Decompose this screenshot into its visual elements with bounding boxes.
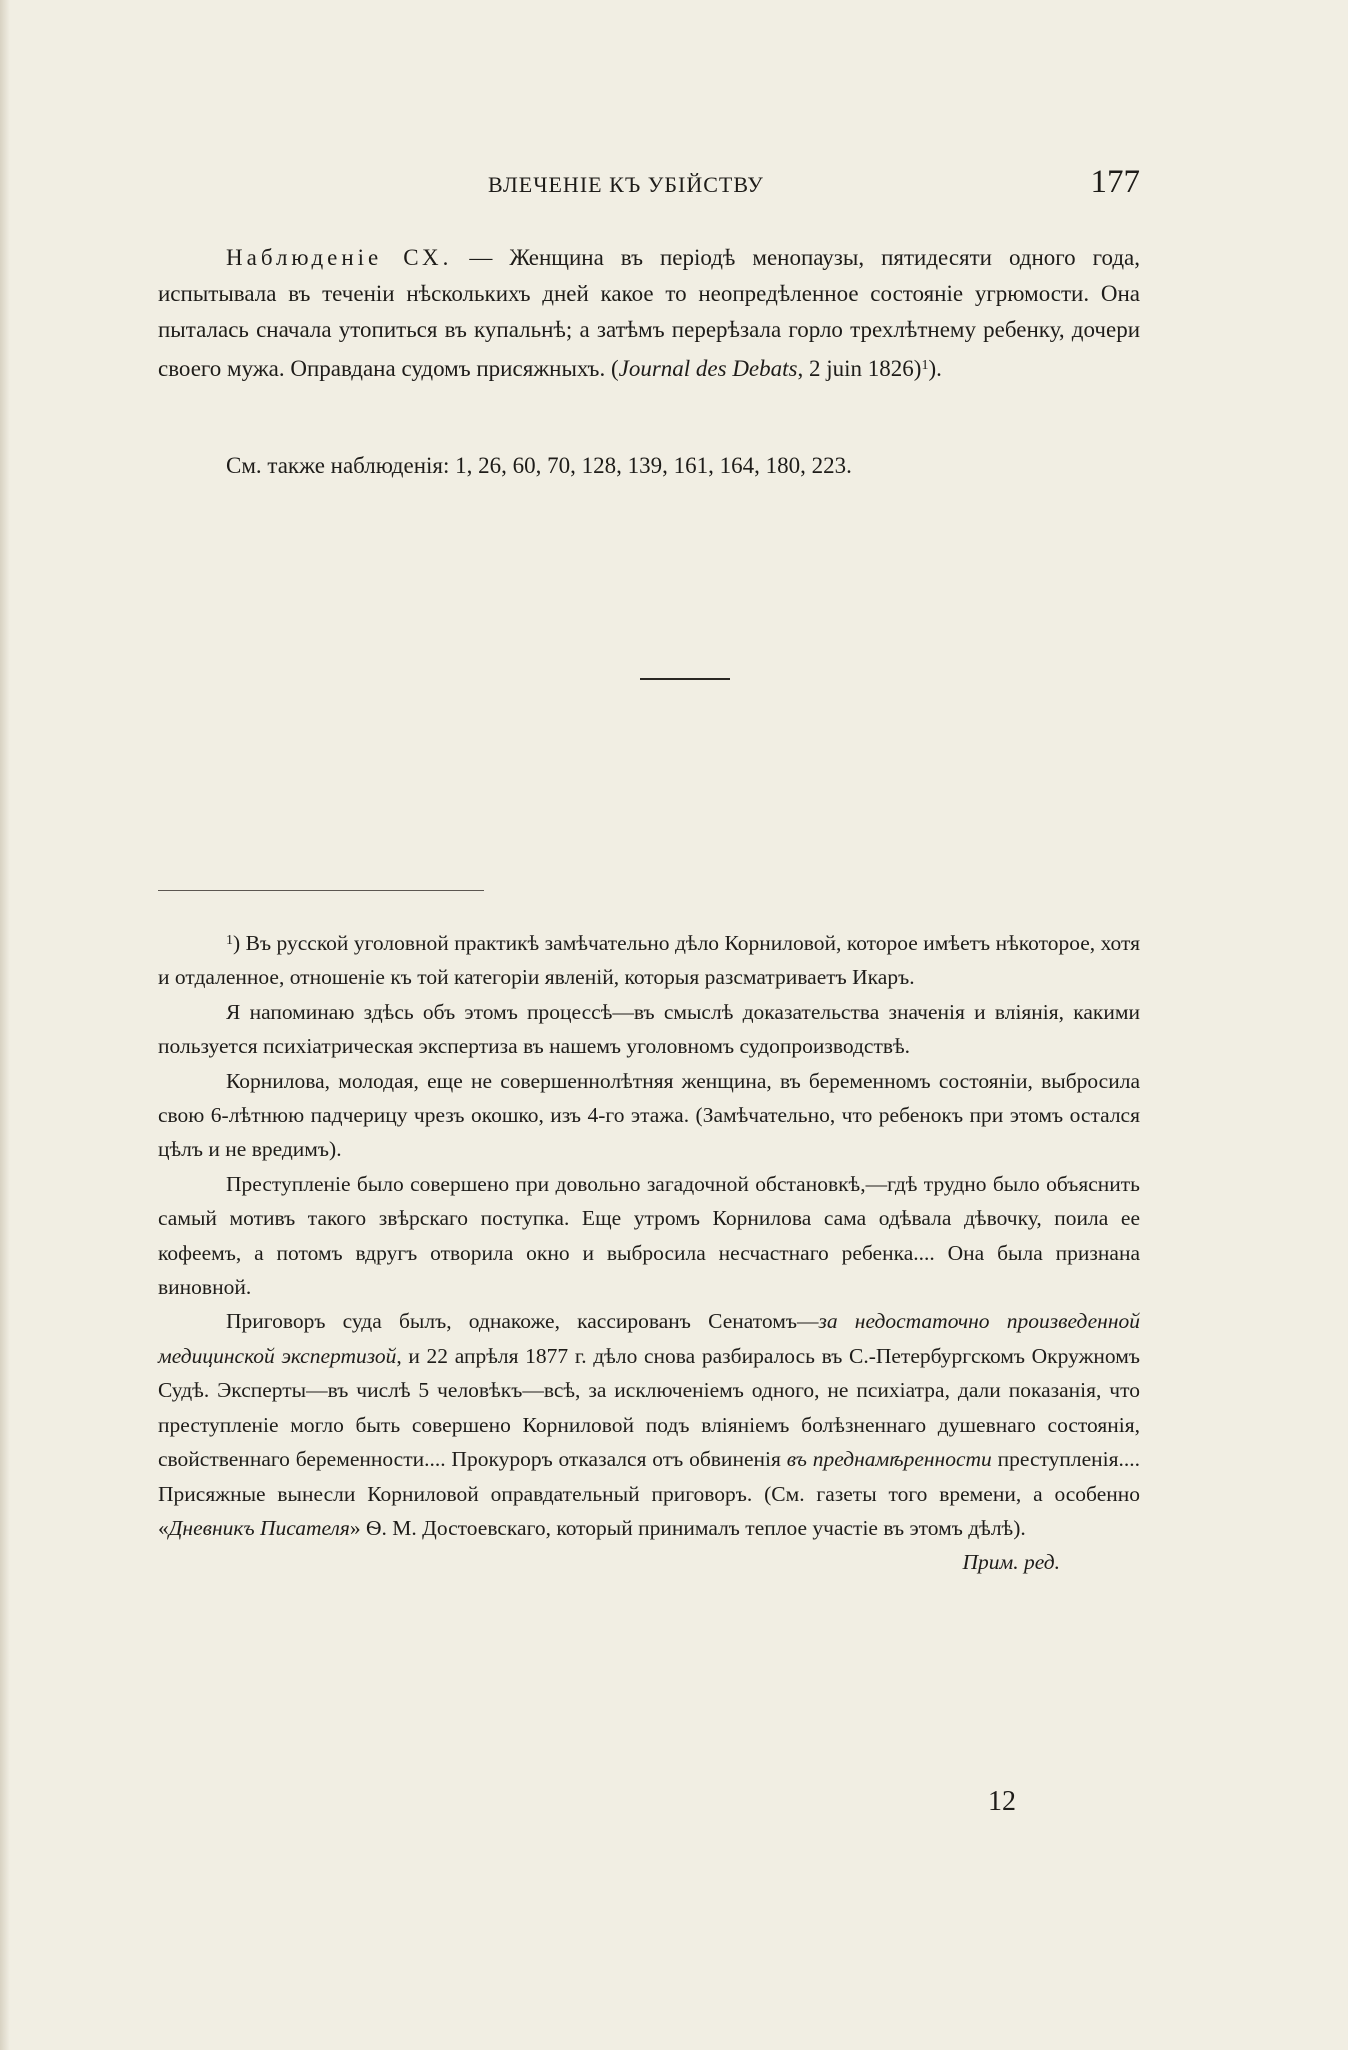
observation-source: Journal des Debats — [618, 356, 798, 381]
footnote — [158, 924, 1140, 1580]
footnote-paragraph: Корнилова, молодая, еще не совершеннолѣтняя женщина, въ беременномъ состояніи, выбросила свою 6-лѣтнюю падчерицу чрезъ окошко, изъ 4-го этажа. (Замѣчательно, что ребенокъ при этомъ остался цѣлъ и не вредимъ). — [158, 1068, 1140, 1162]
footnote-paragraph: $^1$) Въ русской уголовной практикѣ замѣчательно дѣло Корниловой, которое имѣетъ нѣкоторое, хотя и отдаленное, отношеніе къ той категоріи явленій, которыя разсматриваетъ Икаръ. — [158, 931, 1140, 990]
divider-ornament — [640, 678, 730, 680]
observation-end: ). — [928, 356, 942, 381]
observation-note-mark: 1 — [921, 358, 929, 373]
observation-heading: Наблюденіе СХ. — [226, 245, 453, 270]
footnote-paragraph: Приговоръ суда былъ, однакоже, кассированъ Сенатомъ—за недостаточно произведенной медицинской экспертизой, и 22 апрѣля 1877 г. дѣло снова разбиралось въ С.-Петербургскомъ Окружномъ Судѣ. Эксперты—въ числѣ 5 человѣкъ—всѣ, за исключеніемъ одного, не психіатра, дали показанія, что преступленіе могло быть совершено Корниловой подъ вліяніемъ болѣзненнаго душевнаго состоянія, свойственнаго беременности.... Прокуроръ отказался отъ обвиненія въ преднамѣренности преступленія.... Присяжные вынесли Корниловой оправдательный приговоръ. (См. газеты того времени, а особенно «Дневникъ Писателя» Ѳ. М. Достоевскаго, который принималъ теплое участіе въ этомъ дѣлѣ). Прим. ред. — [158, 1304, 1140, 1545]
page-number: 177 — [1090, 164, 1140, 200]
page-header — [158, 164, 1140, 204]
observation-paragraph — [158, 240, 1140, 387]
editor-note: Прим. ред. — [962, 1550, 1060, 1575]
footnote-paragraph: Я напоминаю здѣсь объ этомъ процессѣ—въ смыслѣ доказательства значенія и вліянія, какими пользуется психіатрическая экспертиза въ нашемъ уголовномъ судопроизводствѣ. — [158, 999, 1140, 1059]
running-title: ВЛЕЧЕНІЕ КЪ УБІЙСТВУ — [488, 172, 764, 197]
footnote-mark: 1 — [226, 933, 233, 948]
footnote-rule — [158, 890, 484, 891]
observation-text: — Женщина въ періодѣ менопаузы, пятидесяти одного года, испытывала въ теченіи нѣсколькихъ дней какое то неопредѣленное состояніе угрюмости. Она пыталась сначала утопиться въ купальнѣ; а затѣмъ перерѣзала горло трехлѣтнему ребенку, дочери своего мужа. Оправдана судомъ присяжныхъ. ( — [158, 245, 1140, 381]
see-also-text: См. также наблюденія: 1, 26, 60, 70, 128, 139, 161, 164, 180, 223. — [226, 453, 852, 478]
footnote-paragraph: Преступленіе было совершено при довольно загадочной обстановкѣ,—гдѣ трудно было объяснить самый мотивъ такого звѣрскаго поступка. Еще утромъ Корнилова сама одѣвала дѣвочку, поила ее кофеемъ, а потомъ вдругъ отворила окно и выбросила несчастнаго ребенка.... Она была признана виновной. — [158, 1171, 1140, 1300]
observation-date: , 2 juin 1826) — [797, 356, 922, 381]
printer-signature: 12 — [988, 1786, 1016, 1817]
see-also-paragraph — [158, 448, 1140, 484]
